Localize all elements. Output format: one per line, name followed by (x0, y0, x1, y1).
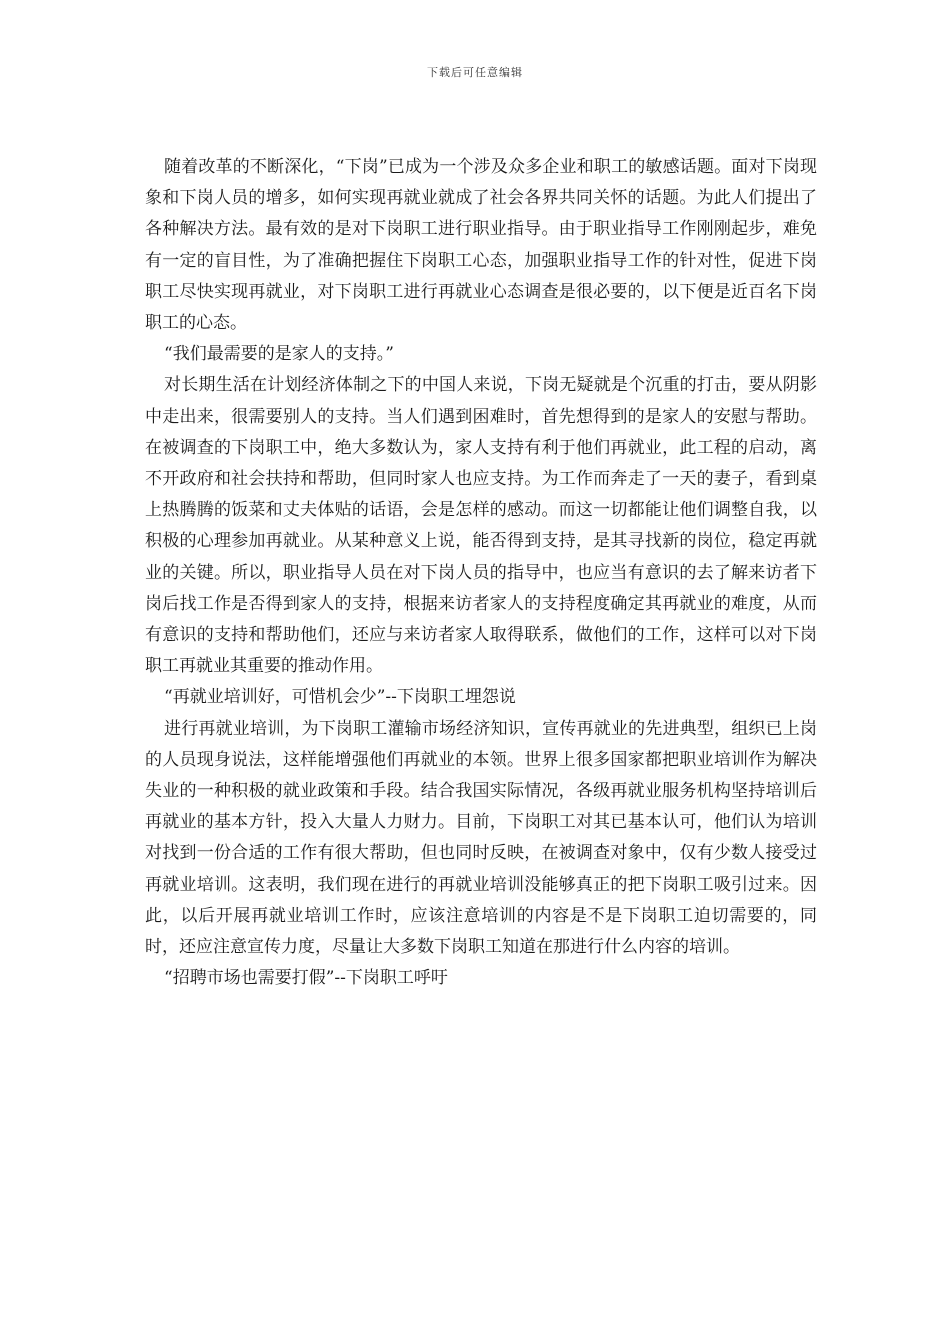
intro-paragraph: 随着改革的不断深化，“下岗”已成为一个涉及众多企业和职工的敏感话题。面对下岗现象和下岗人员的增多，如何实现再就业就成了社会各界共同关怀的话题。为此人们提出了各种解决方法。最有效的是对下岗职工进行职业指导。由于职业指导工作刚刚起步，难免有一定的盲目性，为了准确把握住下岗职工心态，加强职业指导工作的针对性，促进下岗职工尽快实现再就业，对下岗职工进行再就业心态调查是很必要的，以下便是近百名下岗职工的心态。 (145, 157, 817, 334)
section-heading-recruitment: “招聘市场也需要打假”--下岗职工呼吁 (164, 968, 448, 989)
training-paragraph: 进行再就业培训，为下岗职工灌输市场经济知识，宣传再就业的先进典型，组织已上岗的人员现身说法，这样能增强他们再就业的本领。世界上很多国家都把职业培训作为解决失业的一种积极的就业政策和手段。结合我国实际情况，各级再就业服务机构坚持培训后再就业的基本方针，投入大量人力财力。目前，下岗职工对其已基本认可，他们认为培训对找到一份合适的工作有很大帮助，但也同时反映，在被调查对象中，仅有少数人接受过再就业培训。这表明，我们现在进行的再就业培训没能够真正的把下岗职工吸引过来。因此，以后开展再就业培训工作时，应该注意培训的内容是不是下岗职工迫切需要的，同时，还应注意宣传力度，尽量让大多数下岗职工知道在那进行什么内容的培训。 (145, 718, 817, 958)
page-header: 下载后可任意编辑 (427, 66, 523, 79)
section-heading-training: “再就业培训好，可惜机会少”--下岗职工埋怨说 (164, 687, 516, 708)
family-support-paragraph: 对长期生活在计划经济体制之下的中国人来说，下岗无疑就是个沉重的打击，要从阴影中走出来，很需要别人的支持。当人们遇到困难时，首先想得到的是家人的安慰与帮助。在被调查的下岗职工中，绝大多数认为，家人支持有利于他们再就业，此工程的启动，离不开政府和社会扶持和帮助，但同时家人也应支持。为工作而奔走了一天的妻子，看到桌上热腾腾的饭菜和丈夫体贴的话语，会是怎样的感动。而这一切都能让他们调整自我，以积极的心理参加再就业。从某种意义上说，能否得到支持，是其寻找新的岗位，稳定再就业的关键。所以，职业指导人员在对下岗人员的指导中，也应当有意识的去了解来访者下岗后找工作是否得到家人的支持，根据来访者家人的支持程度确定其再就业的难度，从而有意识的支持和帮助他们，还应与来访者家人取得联系，做他们的工作，这样可以对下岗职工再就业其重要的推动作用。 (145, 375, 817, 677)
document-body (145, 152, 817, 994)
section-heading-family-support: “我们最需要的是家人的支持。” (164, 344, 394, 365)
